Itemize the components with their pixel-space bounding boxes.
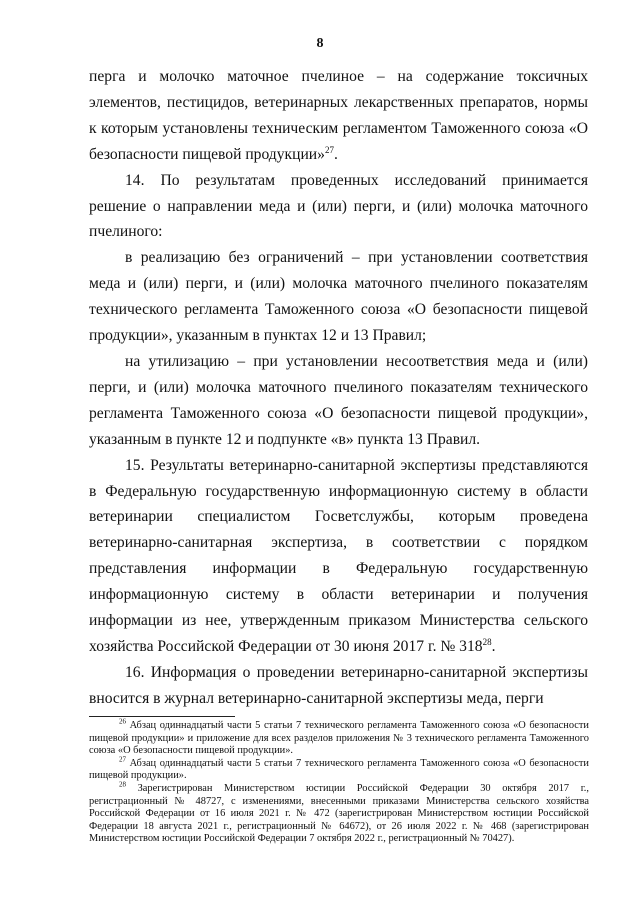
paragraph-16: 16. Информация о проведении ветеринарно-санитарной экспертизы вносится в журнал ветеринарно-санитарной экспертизы меда, перги (89, 663, 588, 707)
footnote-reference: 27 (324, 144, 334, 155)
footnote-number: 27 (119, 755, 126, 764)
footnote-text: Абзац одиннадцатый части 5 статьи 7 технического регламента Таможенного союза «О безопасности пищевой продукции». (89, 757, 589, 782)
paragraph-14: 14. По результатам проведенных исследований принимается решение о направлении меда и (или) перги, и (или) молочка маточного пчелиного: (89, 171, 588, 241)
footnote-text: Абзац одиннадцатый части 5 статьи 7 технического регламента Таможенного союза «О безопасности пищевой продукции» и приложение для всех разделов приложения № 3 технического регламента Таможенного союза «О безопасности пищевой продукции». (89, 720, 589, 757)
paragraph-release: в реализацию без ограничений – при установлении соответствия меда и (или) перги, и (или) молочка маточного пчелиного показателям технического регламента Таможенного союза «О безопасности пищевой продукции», указанным в пунктах 12 и 13 Правил; (89, 249, 588, 345)
footnote-number: 26 (119, 717, 126, 726)
page-number: 8 (316, 36, 324, 51)
paragraph-end: . (491, 637, 496, 655)
footnote-reference: 28 (482, 636, 492, 647)
paragraph-end: . (333, 145, 338, 163)
paragraph-continuation (89, 64, 588, 168)
paragraph-disposal: на утилизацию – при установлении несоответствия меда и (или) перги, и (или) молочка маточного пчелиного показателям технического регламента Таможенного союза «О безопасности пищевой продукции», указанным в пункте 12 и подпункте «в» пункта 13 Правил. (89, 352, 588, 448)
body-text (89, 64, 588, 712)
footnote-number: 28 (119, 780, 126, 789)
footnotes (89, 717, 589, 846)
footnote-text: Зарегистрирован Министерством юстиции Российской Федерации 30 октября 2017 г., регистрационный № 48727, с изменениями, внесенными приказами Министерства сельского хозяйства Российской Федерации от 16 июля 2021 г. № 472 (зарегистрирован Министерством юстиции Российской Федерации 18 августа 2021 г., регистрационный № 64672), от 26 июля 2022 г. № 468 (зарегистрирован Министерством юстиции Российской Федерации 7 октября 2022 г., регистрационный № 70427). (89, 782, 589, 845)
footnote-26 (89, 717, 589, 758)
paragraph-text: перга и молочко маточное пчелиное – на содержание токсичных элементов, пестицидов, ветеринарных лекарственных препаратов, нормы к которым установлены техническим регламентом Таможенного союза «О безопасности пищевой продукции» (89, 68, 588, 163)
paragraph-text: 15. Результаты ветеринарно-санитарной экспертизы представляются в Федеральную государственную информационную систему в области ветеринарии специалистом Госветслужбы, которым проведена ветеринарно-санитарная экспертиза, в соответствии с порядком представления информации в Федеральную государственную информационную систему в области ветеринарии и получения информации из нее, утвержденным приказом Министерства сельского хозяйства Российской Федерации от 30 июня 2017 г. № 318 (89, 456, 588, 655)
footnote-divider (89, 716, 235, 717)
paragraph-15 (89, 453, 588, 660)
footnote-27 (89, 755, 589, 783)
footnote-28 (89, 780, 589, 846)
